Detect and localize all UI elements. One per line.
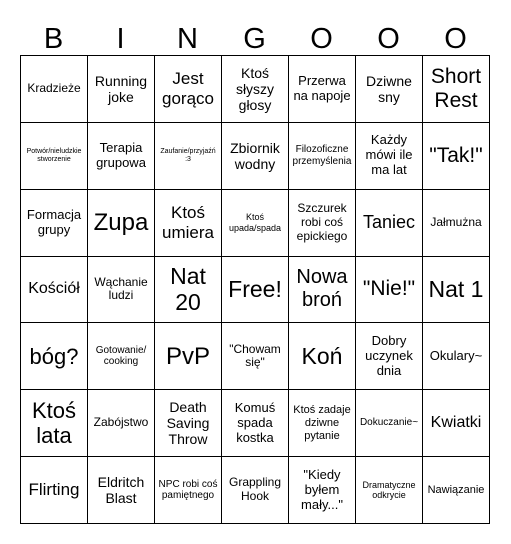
bingo-cell[interactable] [423, 56, 490, 123]
bingo-cell-text: Nawiązanie [427, 483, 485, 496]
bingo-cell[interactable] [289, 56, 356, 123]
bingo-cell-text: "Chowam się" [229, 341, 281, 370]
bingo-cell-text: Free! [228, 276, 282, 303]
bingo-cell[interactable] [21, 257, 88, 324]
bingo-cell-text: Zbiornik wodny [230, 139, 280, 172]
bingo-cell-text: Dokuczanie~ [359, 417, 419, 429]
bingo-cell-text: PvP [165, 342, 210, 370]
bingo-cell-text: Jest gorąco [162, 69, 214, 108]
bingo-cell[interactable] [289, 390, 356, 457]
bingo-cell[interactable] [356, 257, 423, 324]
bingo-cell-text: Terapia grupowa [96, 139, 146, 170]
bingo-cell[interactable] [155, 323, 222, 390]
bingo-cell-text: Każdy mówi ile ma lat [365, 132, 413, 178]
bingo-cell-text: Filozoficzne przemyślenia [292, 144, 352, 167]
bingo-cell-text: Eldritch Blast [97, 473, 145, 507]
bingo-cell[interactable] [155, 123, 222, 190]
bingo-cell[interactable] [356, 190, 423, 257]
bingo-cell-text: Dobry uczynek dnia [365, 332, 413, 378]
bingo-cell-text: Kościół [28, 280, 80, 298]
bingo-cell[interactable] [423, 123, 490, 190]
title-letter: O [377, 23, 400, 55]
bingo-grid [20, 55, 490, 524]
bingo-cell-text: "Nie!" [362, 277, 416, 301]
bingo-cell-text: Szczurek robi coś epickiego [296, 200, 348, 243]
bingo-cell-text: "Kiedy byłem mały..." [301, 466, 343, 512]
bingo-cell[interactable] [155, 390, 222, 457]
bingo-cell[interactable] [88, 257, 155, 324]
bingo-cell[interactable] [88, 457, 155, 524]
bingo-cell-text: Nat 1 [428, 276, 484, 303]
bingo-cell-text: Death Saving Throw [166, 399, 210, 448]
bingo-cell[interactable] [222, 190, 289, 257]
bingo-cell[interactable] [222, 56, 289, 123]
title-letter: I [116, 23, 125, 55]
bingo-cell[interactable] [155, 56, 222, 123]
bingo-cell[interactable] [88, 323, 155, 390]
bingo-cell[interactable] [423, 323, 490, 390]
bingo-cell-text: Zabójstwo [93, 415, 149, 430]
bingo-cell[interactable] [21, 457, 88, 524]
bingo-cell-text: Nowa broń [296, 266, 348, 312]
bingo-cell[interactable] [356, 323, 423, 390]
bingo-cell[interactable] [155, 457, 222, 524]
bingo-cell[interactable] [21, 390, 88, 457]
bingo-cell[interactable] [88, 190, 155, 257]
title-letter: B [43, 23, 64, 55]
bingo-cell[interactable] [88, 123, 155, 190]
bingo-cell-text: Kradzieże [27, 81, 81, 96]
bingo-cell[interactable] [222, 123, 289, 190]
bingo-cell[interactable] [155, 190, 222, 257]
bingo-cell-text: Formacja grupy [26, 206, 82, 237]
bingo-cell[interactable] [423, 190, 490, 257]
bingo-cell[interactable] [155, 257, 222, 324]
bingo-cell[interactable] [222, 390, 289, 457]
bingo-cell[interactable] [88, 390, 155, 457]
bingo-cell[interactable] [222, 257, 289, 324]
bingo-cell[interactable] [21, 123, 88, 190]
bingo-cell-text: Nat 20 [170, 263, 206, 316]
bingo-cell-text: Okulary~ [429, 347, 483, 363]
bingo-cell-text: Jałmużna [430, 214, 482, 229]
bingo-cell-text: Grappling Hook [228, 475, 282, 504]
bingo-title [20, 22, 490, 56]
bingo-cell[interactable] [356, 390, 423, 457]
bingo-cell[interactable] [356, 457, 423, 524]
title-letter: G [243, 23, 266, 55]
bingo-cell-text: Ktoś słyszy głosy [235, 64, 275, 113]
bingo-cell-text: NPC robi coś pamiętnego [158, 478, 218, 502]
bingo-cell[interactable] [21, 323, 88, 390]
bingo-cell-text: Running joke [94, 72, 148, 105]
bingo-cell[interactable] [289, 257, 356, 324]
bingo-cell-text: Short Rest [430, 64, 482, 112]
bingo-cell-text: Dziwne sny [366, 72, 412, 105]
bingo-cell-text: Komuś spada kostka [234, 399, 276, 445]
bingo-cell[interactable] [423, 390, 490, 457]
bingo-cell-text: Ktoś zadaje dziwne pytanie [293, 404, 351, 442]
bingo-cell-text: Zupa [93, 208, 149, 236]
bingo-cell-text: Kwiatki [430, 414, 482, 431]
bingo-cell-text: Taniec [362, 212, 416, 233]
bingo-cell[interactable] [289, 123, 356, 190]
bingo-cell-text: Dramatyczne odkrycie [362, 479, 416, 501]
bingo-cell-text: bóg? [29, 343, 79, 369]
title-letter: N [177, 23, 198, 55]
bingo-cell[interactable] [423, 257, 490, 324]
bingo-cell[interactable] [289, 190, 356, 257]
bingo-cell[interactable] [21, 56, 88, 123]
bingo-cell-text: Flirting [28, 480, 80, 500]
bingo-cell-text: Zaufanie/przyjaźń :3 [160, 147, 216, 163]
bingo-cell-text: Koń [301, 343, 343, 370]
bingo-cell[interactable] [88, 56, 155, 123]
bingo-cell-text: Wąchanie ludzi [94, 274, 148, 303]
bingo-cell[interactable] [222, 323, 289, 390]
bingo-cell[interactable] [222, 457, 289, 524]
bingo-cell[interactable] [356, 56, 423, 123]
bingo-cell-text: Gotowanie/ cooking [95, 344, 147, 368]
bingo-cell-text: Ktoś umiera [162, 203, 214, 242]
bingo-cell[interactable] [423, 457, 490, 524]
bingo-cell[interactable] [356, 123, 423, 190]
bingo-cell-text: Ktoś lata [31, 397, 77, 449]
title-letter: O [444, 23, 467, 55]
bingo-cell[interactable] [289, 323, 356, 390]
title-letter: O [310, 23, 333, 55]
bingo-cell[interactable] [21, 190, 88, 257]
bingo-cell-text: Przerwa na napoje [293, 72, 351, 103]
bingo-cell[interactable] [289, 457, 356, 524]
bingo-cell-text: Ktoś upada/spada [228, 212, 282, 233]
bingo-cell-text: "Tak!" [429, 143, 483, 167]
bingo-cell-text: Potwór/nieludzkie stworzenie [26, 147, 82, 163]
